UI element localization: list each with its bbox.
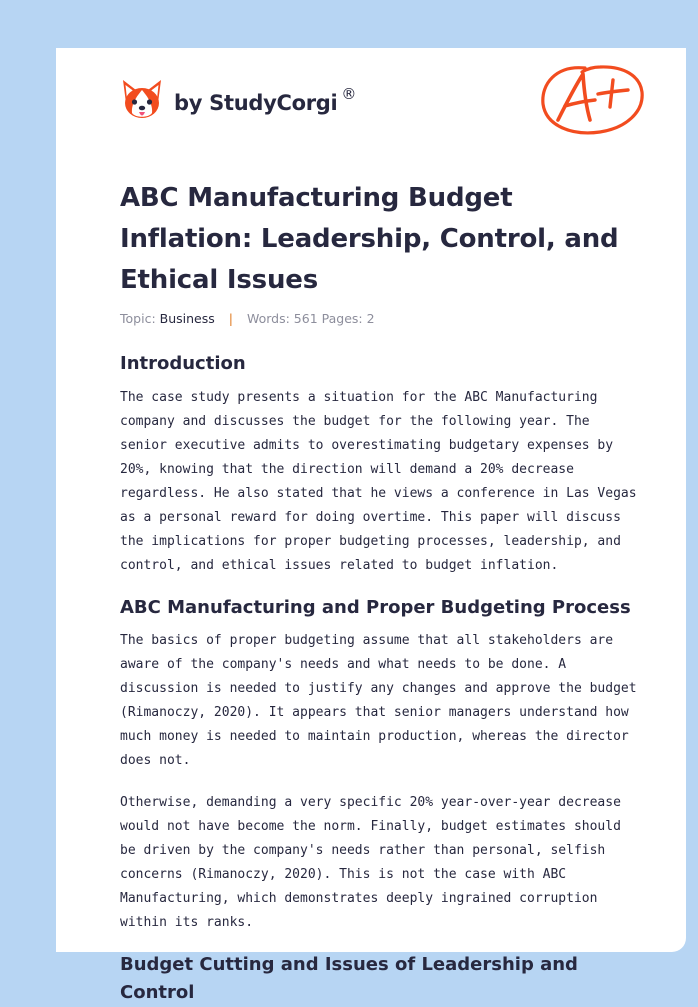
topic-label: Topic: [120,311,156,326]
studycorgi-logo[interactable] [120,74,356,124]
corgi-icon [120,77,164,121]
brand-name: by StudyCorgi [174,91,338,115]
document-meta [120,311,375,326]
words-value: 561 [293,311,318,326]
meta-separator: | [228,311,233,326]
pages-label: Pages: [321,311,363,326]
pages-value: 2 [366,311,375,326]
document-body [120,350,640,1007]
a-plus-stamp-icon [538,60,648,140]
words-label: Words: [246,311,290,326]
paragraph: Otherwise, demanding a very specific 20% year-over-year decrease would not have become the norm. Finally, budget estimates should be driven by the company's needs rather than personal, selfish concerns (Rimanoczy, 2020). This is not the case with ABC Manufacturing, which demonstrates deeply ingrained corruption within its ranks. [120,795,621,930]
registered-mark: ® [341,85,357,103]
section-heading-leadership-control: Budget Cutting and Issues of Leadership and Control [120,954,578,1003]
section-heading-budgeting-process: ABC Manufacturing and Proper Budgeting Process [120,597,631,618]
paragraph: The case study presents a situation for the ABC Manufacturing company and discusses the budget for the following year. The senior executive admits to overestimating budgetary expenses by 20%, knowing that the direction will demand a 20% decrease regardless. He also stated that he views a conference in Las Vegas as a personal reward for doing overtime. This paper will discuss the implications for proper budgeting processes, leadership, and control, and ethical issues related to budget inflation. [120,390,637,573]
topic-value[interactable]: Business [159,311,215,326]
document-page [56,48,686,1003]
section-heading-introduction: Introduction [120,353,246,374]
document-title: ABC Manufacturing Budget Inflation: Leadership, Control, and Ethical Issues [120,183,619,295]
paragraph: The basics of proper budgeting assume that all stakeholders are aware of the company's needs and what needs to be done. A discussion is needed to justify any changes and approve the budget (Rimanoczy, 2020). It appears that senior managers understand how much money is needed to maintain production, whereas the director does not. [120,633,637,768]
